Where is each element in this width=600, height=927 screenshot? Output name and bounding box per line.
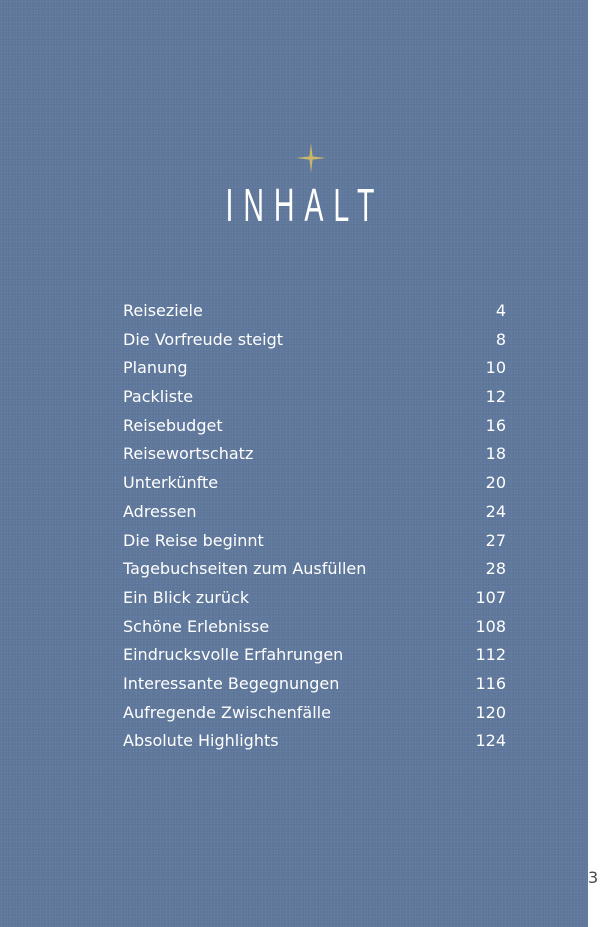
toc-entry-page: 108 xyxy=(475,616,506,636)
toc-entry-page: 28 xyxy=(485,559,506,579)
toc-entry-page: 8 xyxy=(495,329,506,349)
toc-entry-title: Absolute Highlights xyxy=(123,731,279,751)
toc-entry-title: Reisebudget xyxy=(123,415,223,435)
toc-entry[interactable] xyxy=(123,412,506,441)
toc-entry-title: Unterkünfte xyxy=(123,473,219,493)
toc-entry-title: Aufregende Zwischenfälle xyxy=(123,702,331,722)
toc-entry-page: 24 xyxy=(485,501,506,521)
toc-entry-page: 18 xyxy=(485,444,506,464)
four-point-star-icon xyxy=(296,143,326,173)
toc-entry-title: Reisewortschatz xyxy=(123,444,254,464)
toc-entry-page: 27 xyxy=(485,530,506,550)
page-number: 3 xyxy=(588,868,599,887)
toc-entry-title: Adressen xyxy=(123,501,197,521)
toc-entry-title: Interessante Begegnungen xyxy=(123,673,340,693)
toc-entry[interactable] xyxy=(123,440,506,469)
toc-entry-page: 20 xyxy=(485,473,506,493)
toc-entry-title: Ein Blick zurück xyxy=(123,587,250,607)
toc-entry-page: 12 xyxy=(485,387,506,407)
toc-entry[interactable] xyxy=(123,584,506,613)
toc-entry-title: Die Reise beginnt xyxy=(123,530,264,550)
toc-entry[interactable] xyxy=(123,641,506,670)
toc-entry-title: Packliste xyxy=(123,387,194,407)
toc-entry[interactable] xyxy=(123,699,506,728)
toc-entry-page: 16 xyxy=(485,415,506,435)
toc-entry[interactable] xyxy=(123,297,506,326)
toc-entry[interactable] xyxy=(123,469,506,498)
toc-entry-page: 116 xyxy=(475,673,506,693)
toc-entry-page: 112 xyxy=(475,645,506,665)
toc-entry[interactable] xyxy=(123,727,506,756)
toc-entry-title: Tagebuchseiten zum Ausfüllen xyxy=(123,559,367,579)
toc-entry-title: Die Vorfreude steigt xyxy=(123,329,284,349)
toc-entry-title: Reiseziele xyxy=(123,301,203,320)
toc-entry-page: 10 xyxy=(485,358,506,378)
toc-entry[interactable] xyxy=(123,613,506,642)
toc-entry-page: 124 xyxy=(475,731,506,751)
toc-entry[interactable] xyxy=(123,326,506,355)
toc-entry-page: 107 xyxy=(475,587,506,607)
toc-entry[interactable] xyxy=(123,354,506,383)
toc-entry[interactable] xyxy=(123,670,506,699)
toc-entry-title: Schöne Erlebnisse xyxy=(123,616,270,636)
table-of-contents xyxy=(123,297,506,756)
toc-entry[interactable] xyxy=(123,527,506,556)
toc-entry[interactable] xyxy=(123,555,506,584)
toc-entry-title: Planung xyxy=(123,358,188,378)
toc-entry[interactable] xyxy=(123,383,506,412)
toc-entry-title: Eindrucksvolle Erfahrungen xyxy=(123,645,344,665)
page-title: INHALT xyxy=(225,179,385,231)
toc-entry[interactable] xyxy=(123,498,506,527)
toc-entry-page: 4 xyxy=(495,301,506,320)
toc-entry-page: 120 xyxy=(475,702,506,722)
